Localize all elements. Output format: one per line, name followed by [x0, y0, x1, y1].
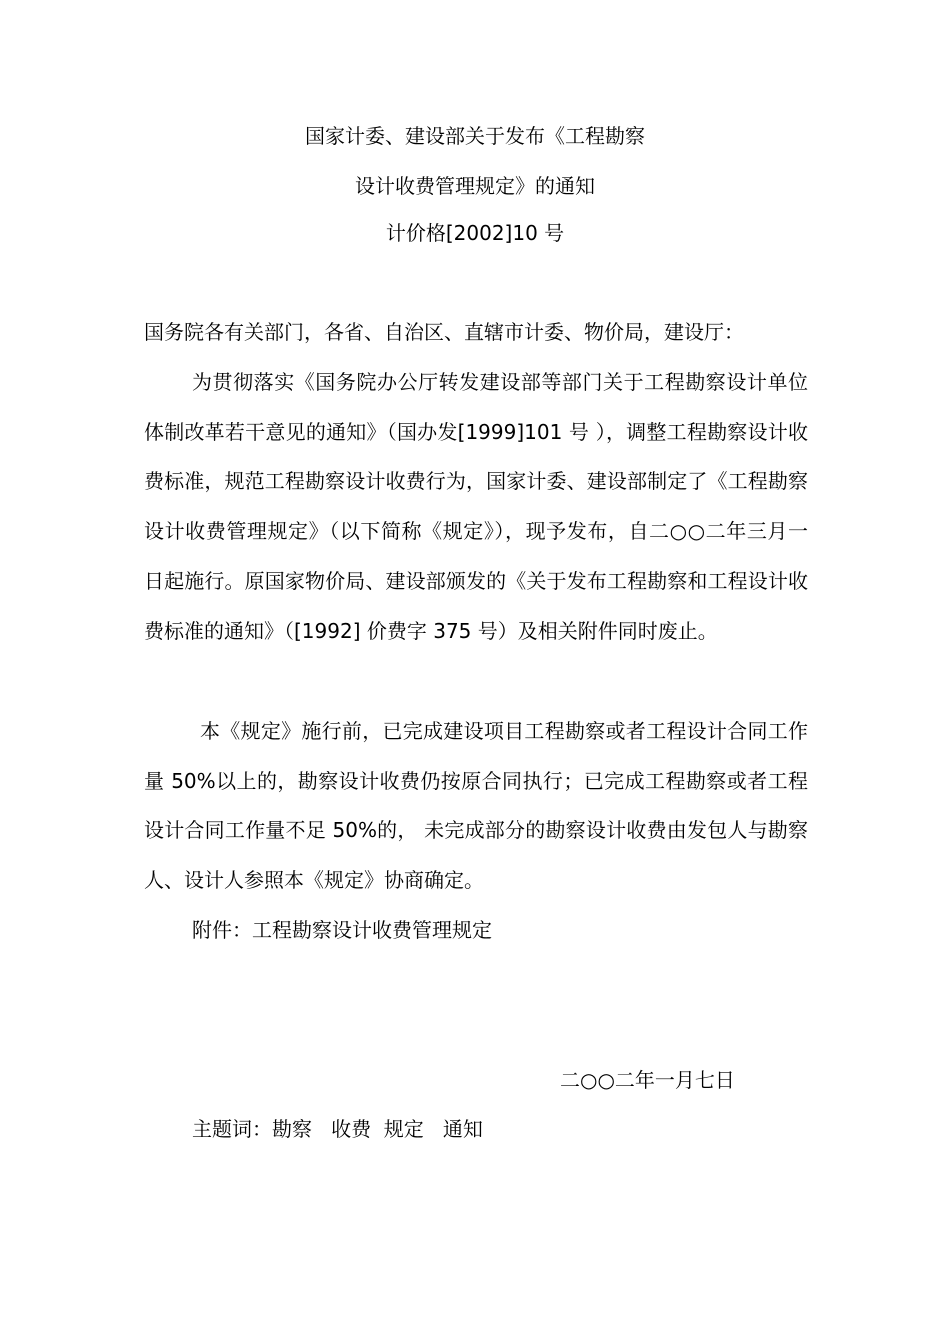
- body-paragraph-1: 为贯彻落实《国务院办公厅转发建设部等部门关于工程勘察设计单位体制改革若干意见的通知》（国办发[1999]101 号 ），调整工程勘察设计收费标准，规范工程勘察设计收费行为，国家计委、建设部制定了《工程勘察设计收费管理规定》（以下简称《规定》），现予发布，自二○○二年三月一日起施行。原国家物价局、建设部颁发的《关于发布工程勘察和工程设计收费标准的通知》（[1992] 价费字 375 号）及相关附件同时废止。: [144, 370, 808, 643]
- attachment-line: [144, 906, 808, 956]
- document-number: 计价格[2002]10 号: [385, 221, 565, 245]
- salutation: 国务院各有关部门，各省、自治区、直辖市计委、物价局，建设厅：: [144, 320, 744, 344]
- document-title-line-1: 国家计委、建设部关于发布《工程勘察: [305, 124, 645, 148]
- subject-words: 主题词：勘察 收费 规定 通知: [192, 1117, 483, 1141]
- issue-date: 二○○二年一月七日: [560, 1068, 735, 1092]
- document-title-line-2: 设计收费管理规定》的通知: [355, 174, 595, 198]
- attachment-text: 附件：工程勘察设计收费管理规定: [192, 918, 492, 942]
- body-paragraph-2: 本《规定》施行前，已完成建设项目工程勘察或者工程设计合同工作量 50%以上的，勘察设计收费仍按原合同执行；已完成工程勘察或者工程设计合同工作量不足 50%的， 未完成部分的勘察设计收费由发包人与勘察人、设计人参照本《规定》协商确定。: [144, 719, 808, 893]
